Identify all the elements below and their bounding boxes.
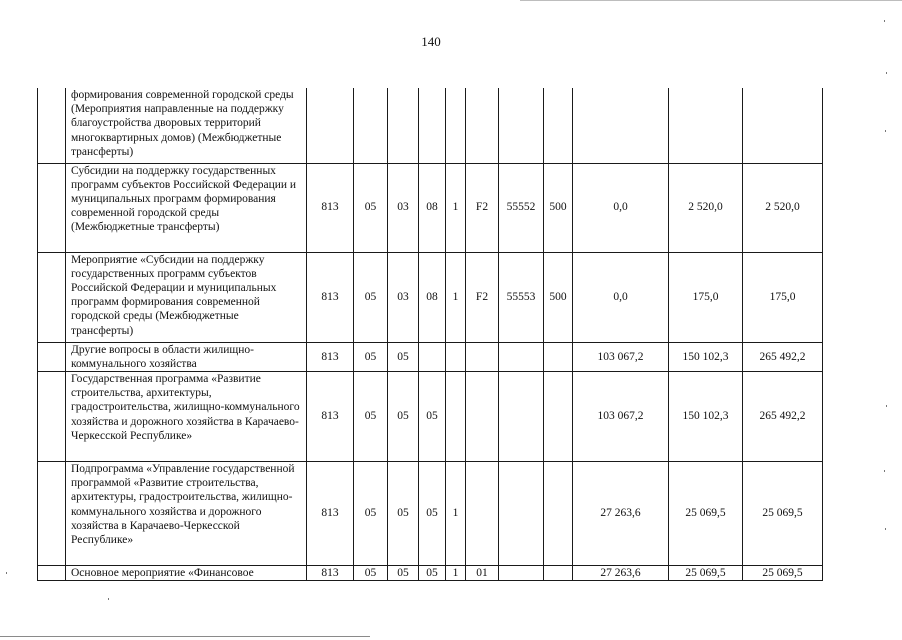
expense-type-code-cell [544,371,573,461]
amount-year-2-cell: 150 102,3 [669,342,743,371]
direction-code-cell [499,371,544,461]
subsection-code-cell: 05 [388,565,419,580]
margin-cell [38,88,66,163]
amount-year-2-cell: 150 102,3 [669,371,743,461]
amount-year-2-cell [669,88,743,163]
margin-cell [38,252,66,342]
section-code-cell: 05 [354,461,388,565]
subprogram-code-cell [446,342,466,371]
program-code-cell: 08 [419,252,446,342]
table-row [38,252,823,342]
margin-cell [38,342,66,371]
expense-type-code-cell: 500 [544,163,573,252]
description-cell: Другие вопросы в области жилищно-коммунального хозяйства [66,342,307,371]
direction-code-cell [499,461,544,565]
expense-type-code-cell: 500 [544,252,573,342]
expense-type-code-cell [544,461,573,565]
program-code-cell: 05 [419,565,446,580]
table-row [38,461,823,565]
scan-speck [884,470,885,472]
subsection-code-cell: 05 [388,461,419,565]
amount-year-3-cell: 175,0 [743,252,823,342]
amount-year-3-cell: 25 069,5 [743,461,823,565]
ministry-code-cell: 813 [307,461,354,565]
ministry-code-cell: 813 [307,342,354,371]
margin-cell [38,461,66,565]
subsection-code-cell: 03 [388,252,419,342]
direction-code-cell [499,342,544,371]
subsection-code-cell: 03 [388,163,419,252]
main-event-code-cell [466,88,499,163]
subsection-code-cell: 05 [388,342,419,371]
margin-cell [38,565,66,580]
expense-type-code-cell [544,565,573,580]
direction-code-cell [499,565,544,580]
scan-speck [108,598,109,600]
scan-edge-bottom [0,636,370,637]
scan-speck [6,572,7,574]
section-code-cell: 05 [354,342,388,371]
description-cell: Мероприятие «Субсидии на поддержку государственных программ субъектов Российской Федерации и муниципальных программ формирования современной городской среды (Межбюджетные трансферты) [66,252,307,342]
amount-year-3-cell [743,88,823,163]
table-row [38,163,823,252]
main-event-code-cell: 01 [466,565,499,580]
expense-type-code-cell [544,88,573,163]
program-code-cell [419,342,446,371]
subprogram-code-cell [446,371,466,461]
ministry-code-cell: 813 [307,163,354,252]
direction-code-cell: 55552 [499,163,544,252]
subprogram-code-cell: 1 [446,252,466,342]
subsection-code-cell [388,88,419,163]
subprogram-code-cell [446,88,466,163]
page-number: 140 [421,34,441,49]
scan-speck [884,20,885,22]
amount-year-2-cell: 25 069,5 [669,565,743,580]
expense-type-code-cell [544,342,573,371]
scan-speck [886,72,887,74]
direction-code-cell [499,88,544,163]
scan-edge-top [520,0,902,1]
section-code-cell: 05 [354,252,388,342]
scan-speck [885,528,886,530]
main-event-code-cell [466,461,499,565]
program-code-cell [419,88,446,163]
description-cell: Субсидии на поддержку государственных программ субъектов Российской Федерации и муниципальных программ формирования современной городской среды (Межбюджетные трансферты) [66,163,307,252]
amount-year-3-cell: 25 069,5 [743,565,823,580]
table-row [38,371,823,461]
scan-speck [885,130,886,132]
description-cell: Государственная программа «Развитие строительства, архитектуры, градостроительства, жилищно-коммунального хозяйства и дорожного хозяйства в Карачаево-Черкесской Республике» [66,371,307,461]
amount-year-2-cell: 25 069,5 [669,461,743,565]
amount-year-1-cell [573,88,669,163]
budget-table [37,88,823,581]
amount-year-3-cell: 265 492,2 [743,342,823,371]
subprogram-code-cell: 1 [446,461,466,565]
amount-year-2-cell: 175,0 [669,252,743,342]
margin-cell [38,371,66,461]
ministry-code-cell: 813 [307,252,354,342]
main-event-code-cell [466,342,499,371]
ministry-code-cell [307,88,354,163]
description-cell: формирования современной городской среды (Мероприятия направленные на поддержку благоустройства дворовых территорий многоквартирных домов) (Межбюджетные трансферты) [66,88,307,163]
amount-year-1-cell: 103 067,2 [573,342,669,371]
amount-year-3-cell: 2 520,0 [743,163,823,252]
program-code-cell: 05 [419,461,446,565]
subprogram-code-cell: 1 [446,565,466,580]
amount-year-2-cell: 2 520,0 [669,163,743,252]
description-cell: Подпрограмма «Управление государственной программой «Развитие строительства, архитектуры, градостроительства, жилищно-коммунального хозяйства и дорожного хозяйства в Карачаево-Черкесской Республике» [66,461,307,565]
table-row [38,88,823,163]
ministry-code-cell: 813 [307,371,354,461]
table-row [38,342,823,371]
direction-code-cell: 55553 [499,252,544,342]
section-code-cell: 05 [354,163,388,252]
section-code-cell [354,88,388,163]
program-code-cell: 05 [419,371,446,461]
budget-table-body [38,88,823,581]
main-event-code-cell: F2 [466,163,499,252]
program-code-cell: 08 [419,163,446,252]
description-cell: Основное мероприятие «Финансовое [66,565,307,580]
subprogram-code-cell: 1 [446,163,466,252]
ministry-code-cell: 813 [307,565,354,580]
main-event-code-cell: F2 [466,252,499,342]
table-row [38,565,823,580]
amount-year-1-cell: 103 067,2 [573,371,669,461]
margin-cell [38,163,66,252]
amount-year-1-cell: 27 263,6 [573,461,669,565]
scan-speck [886,405,887,407]
amount-year-3-cell: 265 492,2 [743,371,823,461]
amount-year-1-cell: 0,0 [573,163,669,252]
amount-year-1-cell: 0,0 [573,252,669,342]
section-code-cell: 05 [354,565,388,580]
section-code-cell: 05 [354,371,388,461]
main-event-code-cell [466,371,499,461]
amount-year-1-cell: 27 263,6 [573,565,669,580]
subsection-code-cell: 05 [388,371,419,461]
